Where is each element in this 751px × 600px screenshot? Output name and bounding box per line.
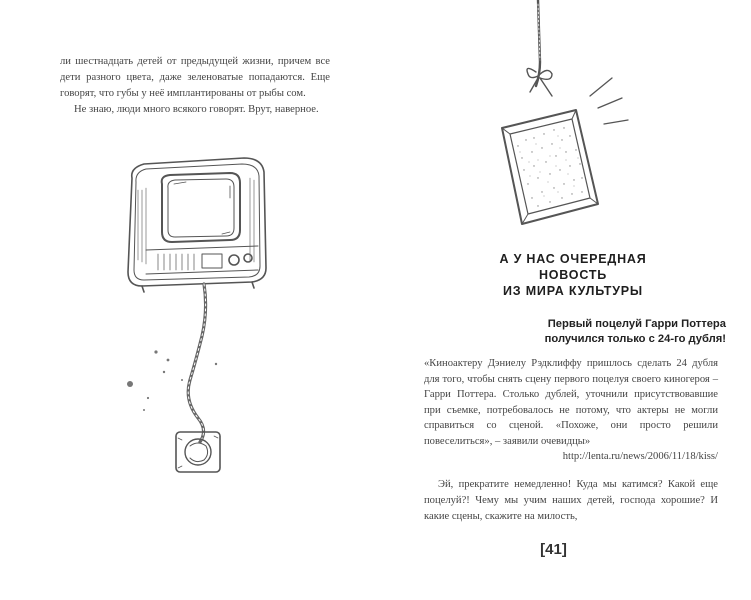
paragraph: Эй, прекратите немедленно! Куда мы катимся? Какой еще поцелуй?! Чему мы учим наших детей, господа хорошие? И какие сцены, скажите на милость, [424, 479, 718, 522]
article-headline [468, 251, 678, 299]
tv-cabinet [128, 158, 266, 286]
news-title-line: получился только с 24-го дубля! [544, 333, 726, 345]
news-title-line: Первый поцелуй Гарри Поттера [547, 318, 726, 330]
wall-socket [176, 432, 220, 472]
tv-screen [162, 173, 240, 242]
knob-2 [244, 254, 252, 262]
hanging-frame-illustration [494, 0, 644, 240]
headline-line: НОВОСТЬ [538, 268, 608, 282]
tv-illustration [118, 150, 278, 480]
paragraph-continuation: ли шестнадцать детей от предыдущей жизни, причем все дети разного цвета, даже зеленоватые попадаются. Еще говорят, что губы у неё имплантированы от рыбы сом. [60, 56, 330, 99]
news-title [436, 317, 726, 347]
knob-1 [229, 255, 239, 265]
picture-frame [502, 110, 598, 224]
source-link[interactable]: http://lenta.ru/news/2006/11/18/kiss/ [562, 451, 718, 462]
quote-text: «Киноактеру Дэниелу Рэдклиффу пришлось сделать 24 дубля для того, чтобы снять сцену первого поцелуя своего киногероя – Гарри Поттера. Столько дублей, уточнили присутствовавшие при съемке, потребовалось не потому, что актеры не могли справиться со сценой. «Похоже, они просто решили повеселиться», – заявили очевидцы» [424, 358, 718, 447]
left-page [0, 0, 375, 600]
headline-line: А У НАС ОЧЕРЕДНАЯ [499, 252, 647, 266]
right-page [376, 0, 751, 600]
closing-text [424, 477, 718, 525]
page-number: [41] [540, 541, 567, 558]
paragraph: Не знаю, люди много всякого говорят. Врут, наверное. [74, 104, 319, 115]
headline-line: ИЗ МИРА КУЛЬТУРЫ [503, 284, 643, 298]
left-body-text [60, 54, 330, 118]
power-cord [188, 284, 205, 442]
news-quote [424, 356, 718, 465]
